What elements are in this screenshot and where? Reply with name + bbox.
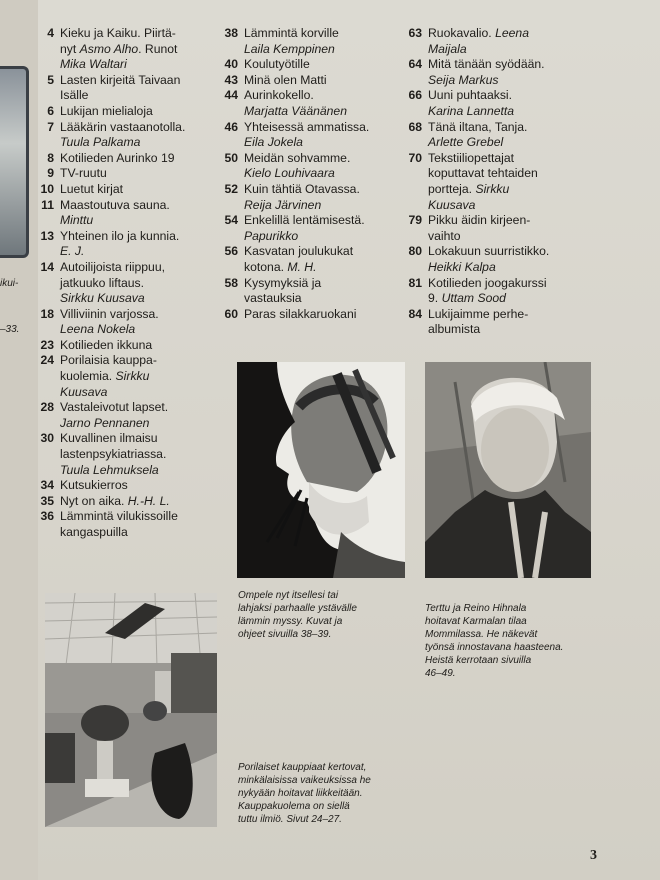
toc-entry-text bbox=[60, 478, 224, 494]
toc-entry-text bbox=[428, 244, 602, 275]
toc-entry-line bbox=[428, 291, 602, 307]
toc-entry-title: Kieku ja Kaiku. Piirtä- bbox=[60, 26, 176, 40]
toc-entry-text bbox=[60, 307, 224, 338]
toc-entry-title: Kotilieden ikkuna bbox=[60, 337, 153, 352]
toc-entry-page-number: 58 bbox=[224, 275, 238, 290]
toc-entry-line bbox=[244, 42, 408, 58]
toc-entry-line bbox=[60, 463, 224, 479]
toc-entry-title: jatkuuko liftaus. bbox=[60, 275, 145, 290]
toc-entry-text bbox=[428, 151, 602, 213]
toc-entry-title: TV-ruutu bbox=[60, 166, 107, 181]
toc-entry-line bbox=[60, 276, 224, 292]
toc-entry-author: Tuula Lehmuksela bbox=[60, 462, 159, 477]
toc-entry-text bbox=[60, 151, 224, 167]
toc-entry-title: Lämmintä vilukissoille bbox=[60, 509, 178, 524]
toc-entry-line bbox=[428, 104, 602, 120]
toc-entry-text bbox=[428, 57, 602, 88]
toc-entry-line bbox=[244, 307, 408, 323]
toc-entry-line bbox=[60, 431, 224, 447]
toc-entry-author: Maijala bbox=[428, 41, 467, 56]
toc-entry-title: Nyt on aika. bbox=[60, 493, 128, 508]
caption-line: nykyään hoitavat liikkeitään. bbox=[238, 788, 363, 799]
toc-entry bbox=[218, 213, 408, 244]
toc-entry-line bbox=[60, 198, 224, 214]
toc-entry bbox=[34, 120, 224, 151]
toc-entry bbox=[218, 26, 408, 57]
toc-entry-text bbox=[244, 307, 408, 323]
toc-entry-author: H.-H. L. bbox=[127, 493, 170, 508]
toc-entry-line bbox=[60, 104, 224, 120]
toc-entry-author: Seija Markus bbox=[428, 72, 499, 87]
toc-entry-title: vaihto bbox=[428, 228, 461, 243]
toc-entry-line bbox=[428, 198, 602, 214]
toc-entry-author: Eila Jokela bbox=[244, 135, 303, 150]
toc-entry-page-number: 28 bbox=[40, 400, 54, 415]
toc-entry bbox=[402, 151, 602, 213]
toc-entry-text bbox=[428, 26, 602, 57]
toc-entry-line bbox=[244, 182, 408, 198]
toc-entry-page-number: 64 bbox=[408, 57, 422, 72]
page-number: 3 bbox=[590, 848, 597, 863]
toc-entry-title: kuolemia. bbox=[60, 369, 116, 384]
toc-entry-title: Autoilijoista riippuu, bbox=[60, 259, 166, 274]
toc-entry-title: Ruokavalio. bbox=[428, 26, 496, 40]
toc-entry-line bbox=[60, 244, 224, 260]
toc-entry-title: Aurinkokello. bbox=[244, 88, 314, 103]
toc-entry-author: Tuula Palkama bbox=[60, 135, 141, 150]
caption-line: lahjaksi parhaalle ystävälle bbox=[238, 603, 357, 614]
toc-entry-author: E. J. bbox=[60, 244, 85, 259]
toc-entry-line bbox=[60, 229, 224, 245]
toc-entry-line bbox=[60, 494, 224, 510]
caption-line: Terttu ja Reino Hihnala bbox=[425, 603, 527, 614]
toc-entry-author: Uttam Sood bbox=[441, 291, 506, 306]
toc-column-1 bbox=[34, 26, 224, 541]
caption-line: tuttu ilmiö. Sivut 24–27. bbox=[238, 814, 342, 825]
toc-entry-title: Uuni puhtaaksi. bbox=[428, 88, 513, 103]
toc-entry-text bbox=[244, 182, 408, 213]
toc-entry-author: Jarno Pennanen bbox=[60, 415, 150, 430]
toc-entry bbox=[34, 26, 224, 73]
caption-line: lämmin myssy. Kuvat ja bbox=[238, 616, 343, 627]
toc-entry-title: . Runot bbox=[138, 41, 178, 56]
toc-column-3 bbox=[402, 26, 602, 338]
toc-entry-line bbox=[60, 322, 224, 338]
toc-entry bbox=[218, 276, 408, 307]
caption-line: 46–49. bbox=[425, 668, 456, 679]
toc-entry-title: Maastoutuva sauna. bbox=[60, 197, 170, 212]
toc-entry-line bbox=[244, 166, 408, 182]
toc-entry-text bbox=[60, 338, 224, 354]
toc-entry bbox=[34, 151, 224, 167]
toc-entry-line bbox=[60, 73, 224, 89]
toc-entry-text bbox=[428, 276, 602, 307]
toc-entry-page-number: 34 bbox=[40, 478, 54, 493]
toc-entry-line bbox=[244, 73, 408, 89]
toc-entry-title: Pikku äidin kirjeen- bbox=[428, 213, 531, 228]
toc-entry-title: Meidän sohvamme. bbox=[244, 150, 351, 165]
toc-entry-text bbox=[60, 353, 224, 400]
toc-entry-page-number: 7 bbox=[47, 119, 54, 134]
toc-entry bbox=[218, 88, 408, 119]
toc-entry-text bbox=[428, 307, 602, 338]
toc-entry-author: Leena bbox=[495, 26, 529, 40]
toc-entry bbox=[402, 276, 602, 307]
toc-entry-author: Kuusava bbox=[428, 197, 476, 212]
toc-entry-page-number: 50 bbox=[224, 150, 238, 165]
photo-shop-interior bbox=[45, 593, 217, 827]
toc-entry-author: Papurikko bbox=[244, 228, 299, 243]
toc-entry-line bbox=[244, 291, 408, 307]
toc-entry-text bbox=[244, 244, 408, 275]
toc-entry-title: Isälle bbox=[60, 88, 89, 103]
toc-entry-page-number: 40 bbox=[224, 57, 238, 72]
toc-entry-author: Arlette Grebel bbox=[428, 135, 504, 150]
toc-entry-page-number: 79 bbox=[408, 213, 422, 228]
toc-entry-text bbox=[60, 104, 224, 120]
toc-entry-text bbox=[244, 57, 408, 73]
toc-entry-line bbox=[244, 151, 408, 167]
toc-entry-title: Mitä tänään syödään. bbox=[428, 57, 545, 72]
toc-entry-line bbox=[60, 509, 224, 525]
toc-entry-line bbox=[244, 213, 408, 229]
previous-page-image bbox=[0, 66, 29, 258]
toc-entry-title: Kotilieden joogakurssi bbox=[428, 275, 547, 290]
toc-entry-page-number: 14 bbox=[40, 259, 54, 274]
toc-entry-line bbox=[60, 447, 224, 463]
toc-entry-page-number: 46 bbox=[224, 119, 238, 134]
toc-entry-page-number: 81 bbox=[408, 275, 422, 290]
toc-entry-line bbox=[428, 26, 602, 42]
toc-entry-line bbox=[244, 57, 408, 73]
toc-entry-title: Lääkärin vastaanotolla. bbox=[60, 119, 186, 134]
toc-entry-text bbox=[244, 26, 408, 57]
toc-entry-author: Karina Lannetta bbox=[428, 103, 515, 118]
toc-entry-page-number: 5 bbox=[47, 72, 54, 87]
toc-entry-line bbox=[244, 244, 408, 260]
toc-entry-line bbox=[428, 229, 602, 245]
toc-entry bbox=[402, 120, 602, 151]
toc-entry-line bbox=[60, 338, 224, 354]
toc-entry-line bbox=[60, 353, 224, 369]
toc-entry-text bbox=[60, 260, 224, 307]
photo-knitted-cap bbox=[237, 362, 405, 578]
toc-entry-line bbox=[244, 120, 408, 136]
toc-entry-author: Asmo Alho bbox=[79, 41, 139, 56]
toc-entry-author: Heikki Kalpa bbox=[428, 259, 496, 274]
toc-entry-title: Porilaisia kauppa- bbox=[60, 353, 157, 368]
toc-entry-page-number: 9 bbox=[47, 166, 54, 181]
toc-entry bbox=[34, 431, 224, 478]
toc-entry-line bbox=[428, 73, 602, 89]
toc-entry-title: Tekstiiliopettajat bbox=[428, 150, 515, 165]
toc-entry-page-number: 80 bbox=[408, 244, 422, 259]
toc-entry-text bbox=[244, 276, 408, 307]
toc-entry-line bbox=[60, 369, 224, 385]
toc-entry-page-number: 30 bbox=[40, 431, 54, 446]
toc-entry-line bbox=[428, 244, 602, 260]
toc-entry-page-number: 8 bbox=[47, 150, 54, 165]
toc-entry bbox=[218, 151, 408, 182]
toc-entry-author: Sirkku Kuusava bbox=[60, 291, 145, 306]
toc-entry bbox=[218, 307, 408, 323]
toc-entry-line bbox=[60, 260, 224, 276]
toc-entry-title: Yhteisessä ammatissa. bbox=[244, 119, 370, 134]
toc-entry-page-number: 4 bbox=[47, 26, 54, 40]
toc-entry-page-number: 44 bbox=[224, 88, 238, 103]
caption-line: Kauppakuolema on siellä bbox=[238, 801, 350, 812]
toc-entry bbox=[34, 353, 224, 400]
toc-entry-line bbox=[60, 182, 224, 198]
toc-entry-title: Kotilieden Aurinko 19 bbox=[60, 150, 175, 165]
toc-entry-author: Kielo Louhivaara bbox=[244, 166, 335, 181]
toc-entry-line bbox=[428, 135, 602, 151]
toc-entry-author: Minttu bbox=[60, 213, 94, 228]
toc-entry-title: Kuin tähtiä Otavassa. bbox=[244, 181, 360, 196]
toc-entry-line bbox=[244, 229, 408, 245]
toc-entry-title: Luetut kirjat bbox=[60, 181, 124, 196]
toc-entry-line bbox=[60, 26, 224, 42]
toc-entry-page-number: 63 bbox=[408, 26, 422, 40]
toc-entry bbox=[34, 509, 224, 540]
edge-text: –33. bbox=[0, 324, 20, 335]
toc-entry-line bbox=[60, 120, 224, 136]
toc-entry bbox=[218, 182, 408, 213]
toc-entry-title: Lokakuun suurristikko. bbox=[428, 244, 550, 259]
toc-entry-title: Lukijaimme perhe- bbox=[428, 306, 529, 321]
caption-knitted-cap bbox=[238, 589, 408, 641]
toc-entry-page-number: 38 bbox=[224, 26, 238, 40]
photo-woman-portrait bbox=[425, 362, 591, 578]
toc-entry-author: Sirkku bbox=[475, 181, 510, 196]
toc-entry-line bbox=[60, 135, 224, 151]
toc-entry bbox=[34, 400, 224, 431]
toc-entry-author: Laila Kemppinen bbox=[244, 41, 335, 56]
toc-entry-line bbox=[60, 307, 224, 323]
toc-entry-line bbox=[60, 166, 224, 182]
caption-line: Mommilassa. He näkevät bbox=[425, 629, 538, 640]
caption-line: Heistä kerrotaan sivuilla bbox=[425, 655, 532, 666]
toc-entry-line bbox=[60, 416, 224, 432]
caption-line: työnsä innostavana haasteena. bbox=[425, 642, 564, 653]
toc-entry-title: 9. bbox=[428, 291, 442, 306]
toc-entry-line bbox=[60, 478, 224, 494]
toc-entry-line bbox=[244, 26, 408, 42]
toc-entry-title: portteja. bbox=[428, 181, 476, 196]
toc-entry-title: nyt bbox=[60, 41, 80, 56]
toc-entry-text bbox=[60, 26, 224, 73]
toc-entry-title: Tänä iltana, Tanja. bbox=[428, 119, 528, 134]
toc-entry-line bbox=[244, 135, 408, 151]
toc-entry-author: Sirkku bbox=[115, 369, 150, 384]
toc-entry-text bbox=[60, 182, 224, 198]
toc-entry-page-number: 84 bbox=[408, 306, 422, 321]
toc-entry-page-number: 54 bbox=[224, 213, 238, 228]
toc-entry-author: Mika Waltari bbox=[60, 57, 127, 72]
toc-entry-line bbox=[428, 276, 602, 292]
toc-entry bbox=[402, 244, 602, 275]
toc-entry-line bbox=[428, 88, 602, 104]
toc-entry-text bbox=[60, 400, 224, 431]
toc-entry-line bbox=[428, 42, 602, 58]
toc-entry-author: Leena Nokela bbox=[60, 322, 136, 337]
toc-entry bbox=[34, 260, 224, 307]
toc-entry-page-number: 23 bbox=[40, 337, 54, 352]
toc-entry-title: Kysymyksiä ja bbox=[244, 275, 322, 290]
toc-entry-line bbox=[244, 104, 408, 120]
toc-entry-title: Kuvallinen ilmaisu bbox=[60, 431, 158, 446]
toc-entry-line bbox=[428, 151, 602, 167]
toc-entry-page-number: 18 bbox=[40, 306, 54, 321]
toc-entry-page-number: 36 bbox=[40, 509, 54, 524]
toc-entry-text bbox=[244, 73, 408, 89]
toc-entry-text bbox=[60, 198, 224, 229]
toc-entry-author: Kuusava bbox=[60, 384, 108, 399]
toc-entry-line bbox=[60, 400, 224, 416]
toc-entry-line bbox=[60, 57, 224, 73]
toc-entry-text bbox=[428, 120, 602, 151]
toc-entry-page-number: 70 bbox=[408, 150, 422, 165]
toc-entry-line bbox=[428, 182, 602, 198]
edge-text: ikui- bbox=[0, 278, 19, 289]
toc-entry-line bbox=[60, 385, 224, 401]
toc-entry-author: Reija Järvinen bbox=[244, 197, 322, 212]
toc-entry-text bbox=[60, 509, 224, 540]
toc-entry-title: Yhteinen ilo ja kunnia. bbox=[60, 228, 180, 243]
toc-entry-title: koputtavat tehtaiden bbox=[428, 166, 538, 181]
toc-entry bbox=[34, 494, 224, 510]
toc-entry bbox=[34, 182, 224, 198]
toc-entry bbox=[34, 166, 224, 182]
toc-entry-page-number: 56 bbox=[224, 244, 238, 259]
toc-entry-text bbox=[244, 213, 408, 244]
toc-entry-title: Lukijan mielialoja bbox=[60, 103, 153, 118]
toc-entry-title: Lämmintä korville bbox=[244, 26, 339, 40]
toc-entry-line bbox=[428, 213, 602, 229]
toc-entry-line bbox=[60, 213, 224, 229]
toc-entry-text bbox=[244, 120, 408, 151]
toc-entry-text bbox=[428, 213, 602, 244]
toc-column-2 bbox=[218, 26, 408, 322]
toc-entry-line bbox=[244, 88, 408, 104]
toc-entry-line bbox=[428, 322, 602, 338]
toc-entry bbox=[34, 478, 224, 494]
toc-entry-text bbox=[60, 494, 224, 510]
toc-entry-text bbox=[60, 229, 224, 260]
toc-entry bbox=[402, 307, 602, 338]
toc-entry bbox=[218, 120, 408, 151]
toc-entry bbox=[34, 73, 224, 104]
toc-entry-page-number: 52 bbox=[224, 181, 238, 196]
toc-entry-title: Minä olen Matti bbox=[244, 72, 327, 87]
toc-entry-page-number: 24 bbox=[40, 353, 54, 368]
toc-entry bbox=[402, 26, 602, 57]
toc-entry-line bbox=[428, 166, 602, 182]
caption-line: minkälaisissa vaikeuksissa he bbox=[238, 775, 371, 786]
toc-entry-text bbox=[60, 431, 224, 478]
caption-line: Porilaiset kauppiaat kertovat, bbox=[238, 762, 367, 773]
toc-entry-author: Marjatta Väänänen bbox=[244, 103, 347, 118]
toc-entry-title: Paras silakkaruokani bbox=[244, 306, 357, 321]
toc-entry-line bbox=[244, 276, 408, 292]
toc-entry-line bbox=[60, 88, 224, 104]
toc-entry-page-number: 35 bbox=[40, 493, 54, 508]
toc-entry-line bbox=[428, 120, 602, 136]
toc-entry-text bbox=[244, 151, 408, 182]
toc-entry bbox=[402, 88, 602, 119]
toc-entry-page-number: 68 bbox=[408, 119, 422, 134]
toc-entry bbox=[34, 338, 224, 354]
toc-entry-title: kangaspuilla bbox=[60, 525, 128, 539]
toc-entry bbox=[402, 57, 602, 88]
caption-line: Ompele nyt itsellesi tai bbox=[238, 590, 339, 601]
caption-farm-couple bbox=[425, 602, 605, 680]
toc-entry-title: vastauksia bbox=[244, 291, 302, 306]
toc-entry-title: Vastaleivotut lapset. bbox=[60, 400, 169, 415]
toc-entry-page-number: 66 bbox=[408, 88, 422, 103]
toc-entry-title: Villiviinin varjossa. bbox=[60, 306, 159, 321]
caption-line: hoitavat Karmalan tilaa bbox=[425, 616, 527, 627]
toc-entry bbox=[218, 73, 408, 89]
toc-entry-author: M. H. bbox=[287, 259, 317, 274]
toc-entry bbox=[402, 213, 602, 244]
toc-entry-line bbox=[428, 260, 602, 276]
toc-entry-line bbox=[60, 291, 224, 307]
toc-entry bbox=[34, 198, 224, 229]
toc-entry-title: Enkelillä lentämisestä. bbox=[244, 213, 365, 228]
toc-entry-line bbox=[60, 525, 224, 541]
previous-page-edge bbox=[0, 0, 38, 880]
toc-entry-text bbox=[428, 88, 602, 119]
toc-entry-page-number: 60 bbox=[224, 306, 238, 321]
toc-entry-page-number: 43 bbox=[224, 72, 238, 87]
toc-entry-page-number: 6 bbox=[47, 103, 54, 118]
toc-entry-title: kotona. bbox=[244, 259, 288, 274]
toc-entry-text bbox=[60, 73, 224, 104]
toc-entry-text bbox=[60, 166, 224, 182]
toc-entry-line bbox=[428, 57, 602, 73]
toc-entry-title: Lasten kirjeitä Taivaan bbox=[60, 72, 181, 87]
toc-entry bbox=[34, 104, 224, 120]
toc-entry-title: Kasvatan joulukukat bbox=[244, 244, 354, 259]
toc-entry bbox=[34, 307, 224, 338]
toc-entry-text bbox=[60, 120, 224, 151]
toc-entry bbox=[34, 229, 224, 260]
toc-entry-title: Koulutyötille bbox=[244, 57, 310, 72]
toc-entry-title: albumista bbox=[428, 322, 481, 337]
toc-entry-line bbox=[60, 42, 224, 58]
toc-entry-title: lastenpsykiatriassa. bbox=[60, 447, 167, 462]
toc-entry-line bbox=[244, 260, 408, 276]
toc-entry-title: Kutsukierros bbox=[60, 478, 128, 493]
toc-entry-page-number: 11 bbox=[41, 197, 54, 212]
toc-entry-page-number: 13 bbox=[40, 228, 54, 243]
toc-entry-page-number: 10 bbox=[40, 181, 54, 196]
toc-entry bbox=[218, 57, 408, 73]
toc-entry-text bbox=[244, 88, 408, 119]
caption-shop-owners bbox=[238, 761, 438, 826]
toc-entry-line bbox=[428, 307, 602, 323]
caption-line: ohjeet sivuilla 38–39. bbox=[238, 629, 332, 640]
toc-entry bbox=[218, 244, 408, 275]
toc-entry-line bbox=[244, 198, 408, 214]
toc-entry-line bbox=[60, 151, 224, 167]
